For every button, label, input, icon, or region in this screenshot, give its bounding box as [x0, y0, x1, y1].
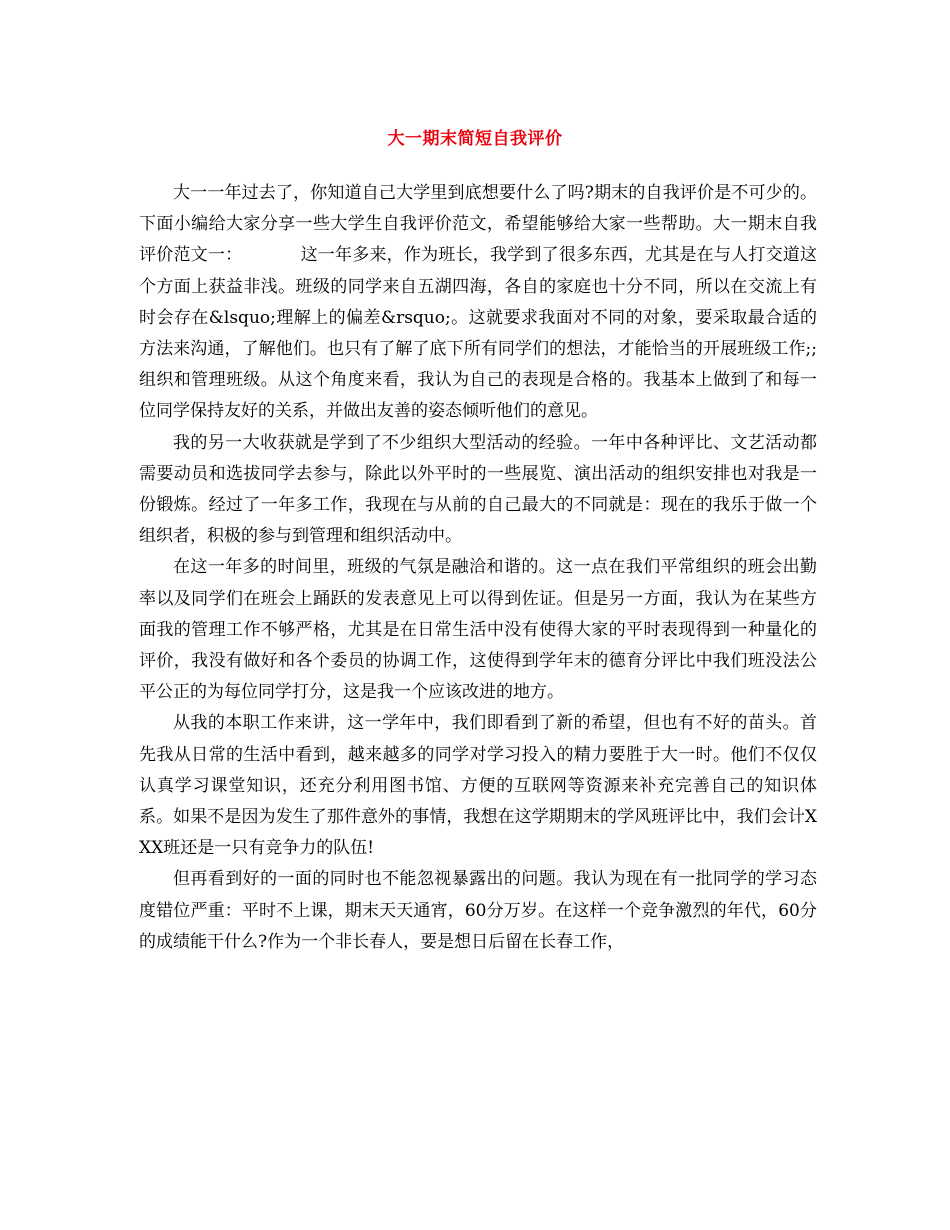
paragraph-5: 但再看到好的一面的同时也不能忽视暴露出的问题。我认为现在有一批同学的学习态度错位严重：平时不上课，期末天天通宵，60分万岁。在这样一个竞争激烈的年代，60分的成绩能干什么?作为一个非长春人，要是想日后留在长春工作，: [139, 869, 817, 952]
document-body: [139, 178, 817, 958]
paragraph-2: 我的另一大收获就是学到了不少组织大型活动的经验。一年中各种评比、文艺活动都需要动员和选拔同学去参与，除此以外平时的一些展览、演出活动的组织安排也对我是一份锻炼。经过了一年多工作，我现在与从前的自己最大的不同就是：现在的我乐于做一个组织者，积极的参与到管理和组织活动中。: [139, 432, 817, 547]
paragraph-1-intro: 大一一年过去了，你知道自己大学里到底想要什么了吗?期末的自我评价是不可少的。下面小编给大家分享一些大学生自我评价范文，希望能够给大家一些帮助。: [139, 183, 817, 235]
sample-label: 大一期末自我评价范文一：: [139, 214, 818, 266]
document-title: 大一期末简短自我评价: [387, 129, 563, 149]
paragraph-1: [139, 178, 817, 428]
paragraph-4: 从我的本职工作来讲，这一学年中，我们即看到了新的希望，但也有不好的苗头。首先我从日常的生活中看到，越来越多的同学对学习投入的精力要胜于大一时。他们不仅仅认真学习课堂知识，还充分利用图书馆、方便的互联网等资源来补充完善自己的知识体系。如果不是因为发生了那件意外的事情，我想在这学期期末的学风班评比中，我们会计XXX班还是一只有竞争力的队伍!: [139, 713, 817, 859]
paragraph-1-text: 这一年多来，作为班长，我学到了很多东西，尤其是在与人打交道这个方面上获益非浅。班级的同学来自五湖四海，各自的家庭也十分不同，所以在交流上有时会存在&lsquo;理解上的偏差&rsquo;。这就要求我面对不同的对象，要采取最合适的方法来沟通，了解他们。也只有了解了底下所有同学们的想法，才能恰当的开展班级工作;;组织和管理班级。从这个角度来看，我认为自己的表现是合格的。我基本上做到了和每一位同学保持友好的关系，并做出友善的姿态倾听他们的意见。: [139, 245, 818, 422]
paragraph-3: 在这一年多的时间里，班级的气氛是融洽和谐的。这一点在我们平常组织的班会出勤率以及同学们在班会上踊跃的发表意见上可以得到佐证。但是另一方面，我认为在某些方面我的管理工作不够严格，尤其是在日常生活中没有使得大家的平时表现得到一种量化的评价，我没有做好和各个委员的协调工作，这使得到学年末的德育分评比中我们班没法公平公正的为每位同学打分，这是我一个应该改进的地方。: [139, 557, 817, 703]
